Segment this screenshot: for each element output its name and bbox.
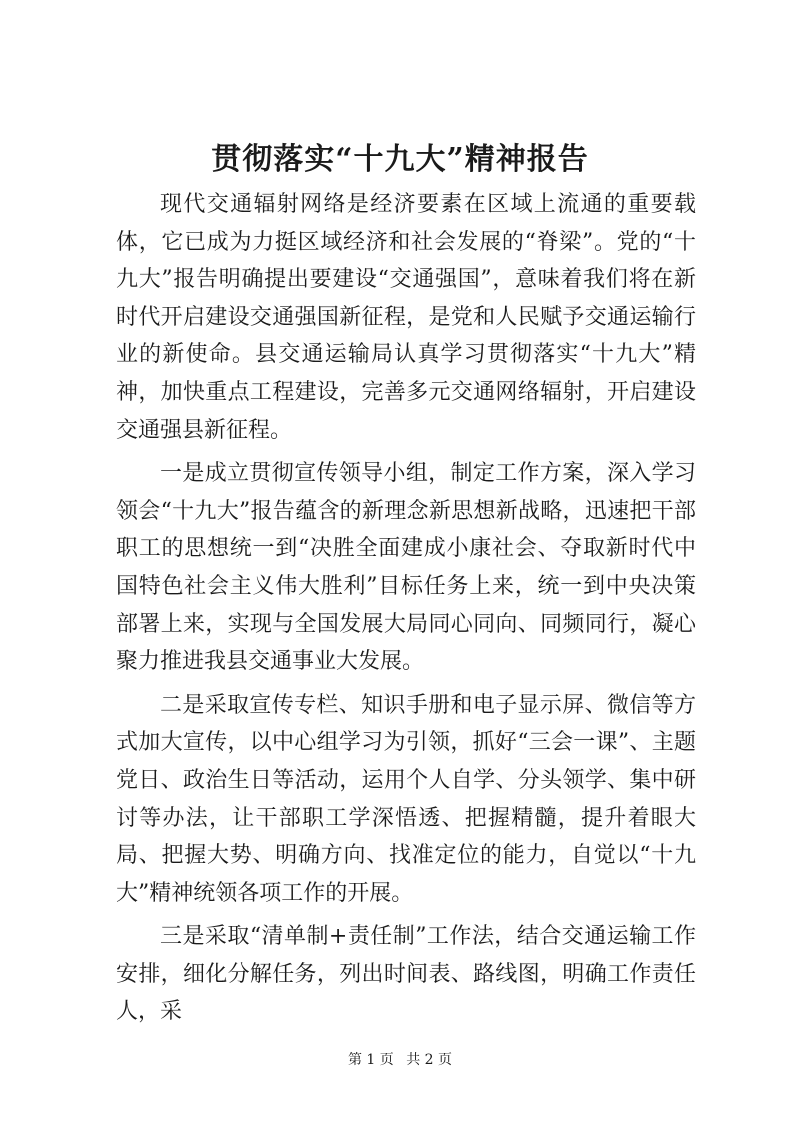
- page-total: 共 2 页: [406, 1052, 453, 1068]
- document-body: [116, 186, 696, 1031]
- paragraph-intro: 现代交通辐射网络是经济要素在区域上流通的重要载体，它已成为力挺区域经济和社会发展的“脊梁”。党的“十九大”报告明确提出要建设“交通强国”，意味着我们将在新时代开启建设交通强国新征程，是党和人民赋予交通运输行业的新使命。县交通运输局认真学习贯彻落实“十九大”精神，加快重点工程建设，完善多元交通网络辐射，开启建设交通强县新征程。: [116, 192, 696, 443]
- paragraph-point-three: 三是采取“清单制+责任制”工作法，结合交通运输工作安排，细化分解任务，列出时间表、路线图，明确工作责任人，采: [116, 924, 696, 1025]
- paragraph-point-one: 一是成立贯彻宣传领导小组，制定工作方案，深入学习领会“十九大”报告蕴含的新理念新思想新战略，迅速把干部职工的思想统一到“决胜全面建成小康社会、夺取新时代中国特色社会主义伟大胜利”目标任务上来，统一到中央决策部署上来，实现与全国发展大局同心同向、同频同行，凝心聚力推进我县交通事业大发展。: [116, 461, 696, 675]
- paragraph-point-two: 二是采取宣传专栏、知识手册和电子显示屏、微信等方式加大宣传，以中心组学习为引领，抓好“三会一课”、主题党日、政治生日等活动，运用个人自学、分头领学、集中研讨等办法，让干部职工学深悟透、把握精髓，提升着眼大局、把握大势、明确方向、找准定位的能力，自觉以“十九大”精神统领各项工作的开展。: [116, 692, 696, 906]
- page-footer: [0, 1050, 800, 1070]
- page-title: 贯彻落实“十九大”精神报告: [211, 142, 589, 177]
- page-number: 第 1 页: [347, 1052, 394, 1068]
